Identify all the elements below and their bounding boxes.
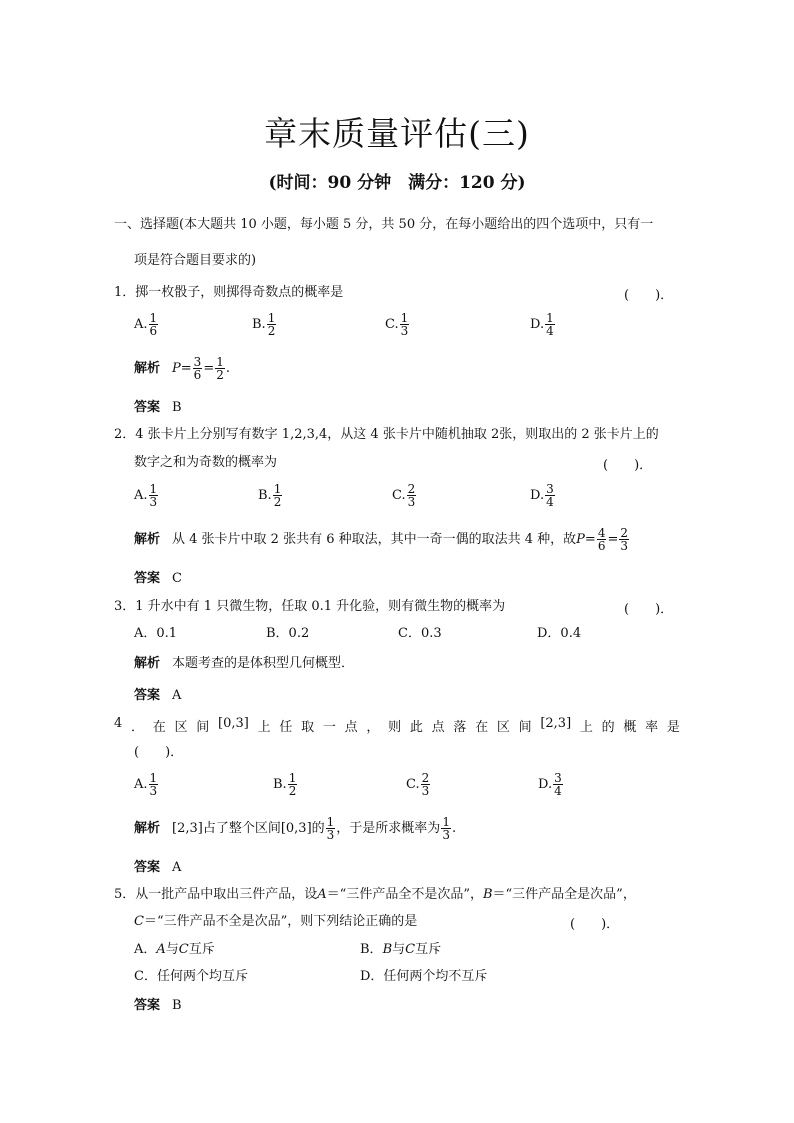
q2-analysis: 解析 从 4 张卡片中取 2 张共有 6 种取法，其中一奇一偶的取法共 4 种，故P= $\frac{4}{6}$ = $\frac{2}{3}$	[134, 526, 629, 553]
q1-answer: 答案 B	[134, 400, 182, 415]
page-subtitle: (时间：90 分钟 满分：120 分)	[268, 173, 526, 193]
q2-option-c: C. $\frac{2}{3}$	[392, 482, 416, 509]
q3-answer: 答案 A	[134, 688, 182, 703]
q5-answer: 答案 B	[134, 998, 182, 1013]
q3-analysis: 解析 本题考查的是体积型几何概型．	[134, 656, 355, 671]
question-2-line-1: 2．4 张卡片上分别写有数字 1,2,3,4，从这 4 张卡片中随机抽取 2张，则取出的 2 张卡片上的	[114, 427, 659, 442]
section-heading-line-2: 项是符合题目要求的)	[134, 253, 257, 268]
q3-option-d: D．0.4	[537, 626, 582, 641]
question-2-line-2: 数字之和为奇数的概率为	[134, 455, 278, 470]
q4-answer: 答案 A	[134, 860, 182, 875]
question-4-answer-blank: ( )．	[134, 745, 184, 760]
q1-option-b: B. $\frac{1}{2}$	[252, 311, 276, 338]
q2-option-a: A. $\frac{1}{3}$	[134, 482, 158, 509]
q1-option-c: C. $\frac{1}{3}$	[385, 311, 409, 338]
question-3-answer-blank: ( )．	[624, 602, 674, 617]
section-heading-line-1: 一、选择题(本大题共 10 小题，每小题 5 分，共 50 分，在每小题给出的四个选项中，只有一	[114, 217, 654, 232]
question-3-text: 3．1 升水中有 1 只微生物，任取 0.1 升化验，则有微生物的概率为	[114, 599, 506, 614]
question-1-answer-blank: ( )．	[624, 288, 674, 303]
question-5-answer-blank: ( )．	[570, 917, 620, 932]
question-5-line-1: 5．从一批产品中取出三件产品，设A＝“三件产品全不是次品”，B＝“三件产品全是次品”，	[114, 887, 636, 902]
page-title: 章末质量评估(三)	[264, 114, 530, 153]
q1-analysis: 解析 P= $\frac{3}{6}$ = $\frac{1}{2}$ .	[134, 355, 230, 382]
question-1-text: 1．掷一枚骰子，则掷得奇数点的概率是	[114, 285, 344, 300]
q3-option-b: B．0.2	[266, 626, 310, 641]
q2-option-b: B. $\frac{1}{2}$	[258, 482, 282, 509]
q5-option-d: D．任何两个均不互斥	[360, 969, 488, 984]
q3-option-c: C．0.3	[398, 626, 442, 641]
q1-option-a: A. $\frac{1}{6}$	[134, 311, 158, 338]
q4-option-a: A. $\frac{1}{3}$	[134, 771, 158, 798]
q1-option-d: D. $\frac{1}{4}$	[530, 311, 554, 338]
question-2-answer-blank: ( )．	[603, 458, 653, 473]
question-5-line-2: C＝“三件产品不全是次品”，则下列结论正确的是	[134, 914, 418, 929]
q5-option-b: B．B与C互斥	[360, 942, 442, 957]
q4-option-c: C. $\frac{2}{3}$	[406, 771, 430, 798]
q5-option-a: A．A与C互斥	[134, 942, 215, 957]
question-4-line-1: 4 ． 在 区 间 [0,3] 上 任 取 一 点 ， 则 此 点 落 在 区 间 [2,3] 上 的 概 率 是	[114, 716, 680, 735]
q3-option-a: A．0.1	[134, 626, 178, 641]
q4-option-d: D. $\frac{3}{4}$	[538, 771, 562, 798]
q4-analysis: 解析 [2,3]占了整个区间[0,3]的 $\frac{1}{3}$ ，于是所求概率为 $\frac{1}{3}$ .	[134, 815, 457, 842]
q5-option-c: C．任何两个均互斥	[134, 969, 248, 984]
q2-answer: 答案 C	[134, 571, 182, 586]
q4-option-b: B. $\frac{1}{2}$	[273, 771, 297, 798]
q2-option-d: D. $\frac{3}{4}$	[530, 482, 554, 509]
